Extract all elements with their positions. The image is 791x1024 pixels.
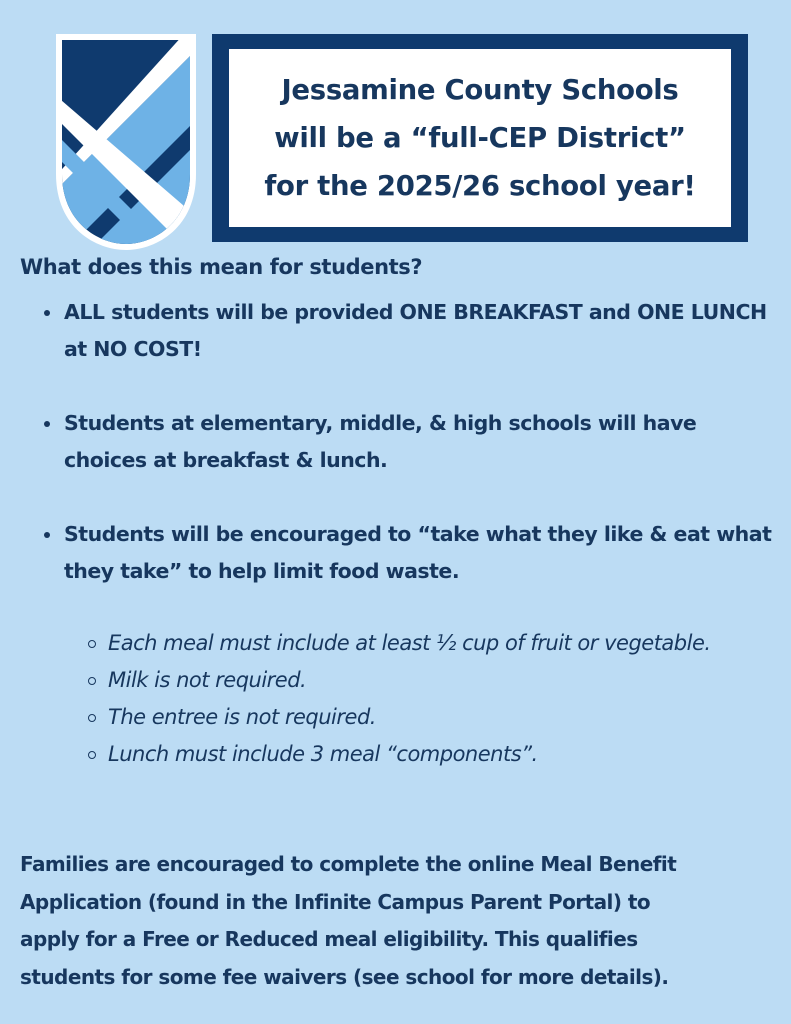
title-line-2: will be a “full-CEP District”	[274, 122, 686, 154]
bullet-item-choices: Students at elementary, middle, & high schools will have choices at breakfast & lunch.	[64, 405, 776, 479]
sub-bullet-list	[108, 625, 748, 773]
families-line-4: students for some fee waivers (see school for more details).	[20, 964, 669, 989]
bullet-list	[64, 294, 776, 627]
question-heading: What does this mean for students?	[20, 255, 423, 279]
families-line-1: Families are encouraged to complete the online Meal Benefit	[20, 852, 677, 876]
families-line-2: Application (found in the Infinite Campus Parent Portal) to	[20, 889, 651, 914]
shield-logo-icon	[54, 34, 198, 250]
families-paragraph	[20, 846, 780, 996]
families-line-3: apply for a Free or Reduced meal eligibility. This qualifies	[20, 927, 638, 951]
sub-bullet-components: Lunch must include 3 meal “components”.	[108, 736, 748, 773]
title-line-3: for the 2025/26 school year!	[264, 170, 696, 202]
bullet-item-free-meals: ALL students will be provided ONE BREAKFAST and ONE LUNCH at NO COST!	[64, 294, 776, 368]
bullet-item-food-waste: Students will be encouraged to “take what they like & eat what they take” to help limit food waste.	[64, 516, 776, 590]
sub-bullet-fruit-vegetable: Each meal must include at least ½ cup of fruit or vegetable.	[108, 625, 748, 662]
sub-bullet-entree: The entree is not required.	[108, 699, 748, 736]
title-box	[212, 34, 748, 242]
title-inner	[229, 49, 731, 227]
sub-bullet-milk: Milk is not required.	[108, 662, 748, 699]
title-line-1: Jessamine County Schools	[281, 74, 679, 106]
